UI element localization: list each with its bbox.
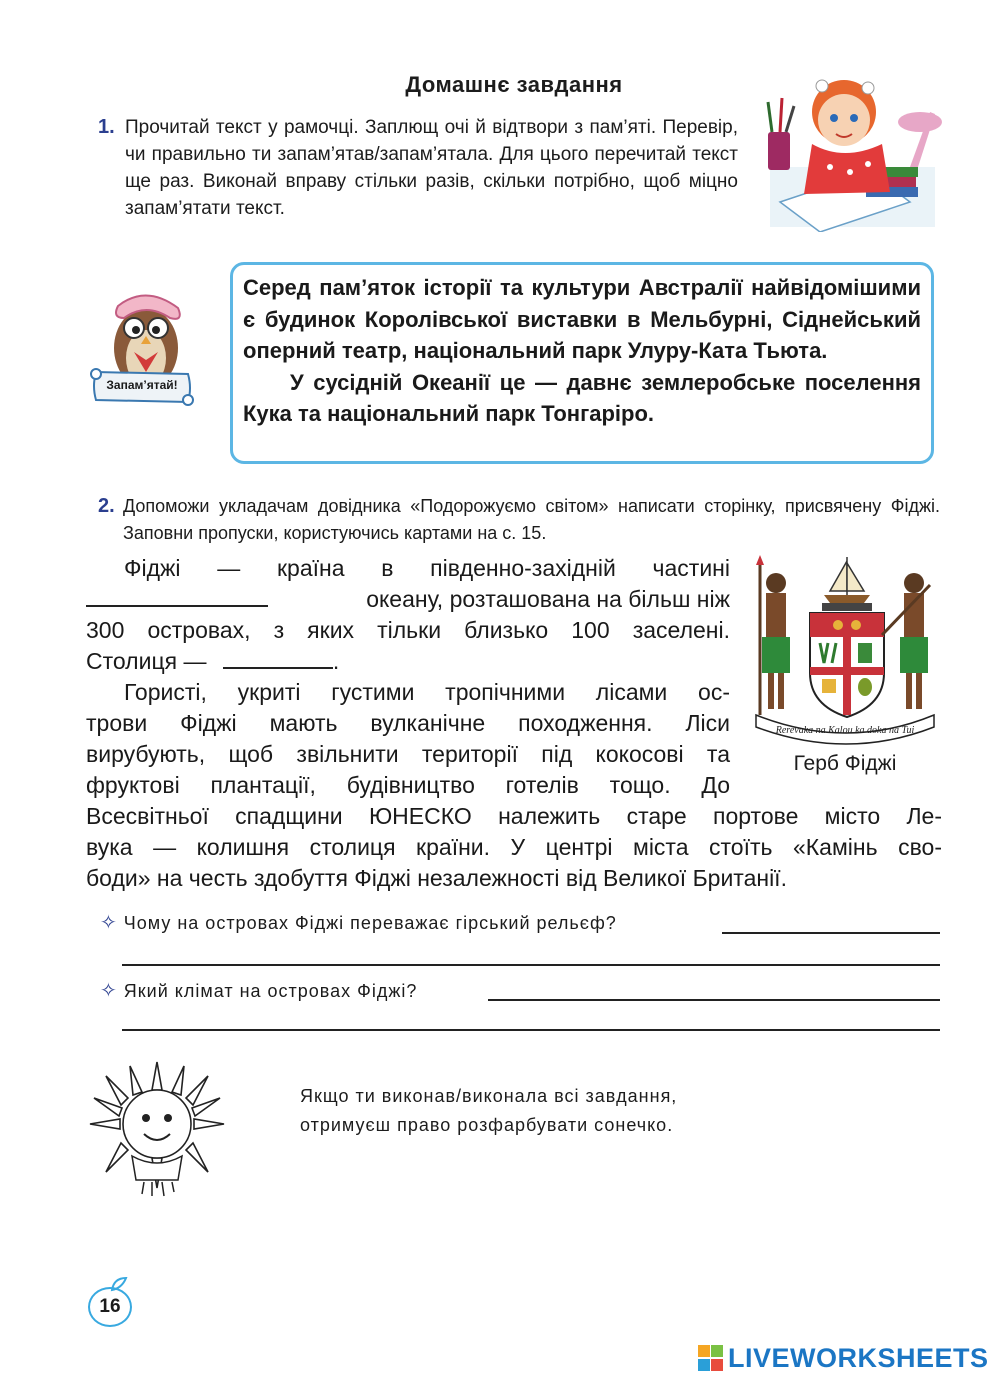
memo-frame — [230, 262, 934, 464]
fiji-line: боди» на честь здобуття Фіджі незалежності від Великої Британії. — [86, 865, 787, 891]
brand-name: LIVEWORKSHEETS — [728, 1343, 989, 1373]
fiji-line: Фіджі — країна в південно-західній частині — [124, 555, 730, 581]
star-bullet-icon: ✧ — [100, 980, 118, 1002]
remember-label: Запам’ятай! — [106, 378, 178, 392]
coat-caption: Герб Фіджі — [793, 752, 897, 775]
girl-drawing-illustration — [760, 72, 945, 232]
ocean-blank-input[interactable] — [86, 585, 268, 607]
question-1 — [100, 910, 617, 935]
fiji-line: Гористі, укриті густими тропічними лісами ос- — [124, 679, 730, 705]
answer-line-input[interactable] — [122, 964, 940, 966]
task-1-number: 1. — [98, 116, 115, 138]
star-bullet-icon: ✧ — [100, 912, 118, 934]
page-number: 16 — [88, 1287, 132, 1327]
fiji-line: вирубують, щоб звільнити території під кокосові та — [86, 741, 730, 767]
task-2-text: Допоможи укладачам довідника «Подорожуємо світом» написати сторінку, присвячену Фіджі. Заповни пропуски, користуючись картами на с. 15. — [123, 496, 940, 543]
question-2 — [100, 978, 417, 1003]
fiji-line: Всесвітньої спадщини ЮНЕСКО належить старе портове місто Ле- — [86, 803, 942, 829]
brand-blocks-icon — [698, 1345, 724, 1373]
fiji-coat-of-arms-image — [752, 555, 938, 745]
memo-paragraph-1: Серед пам’яток історії та культури Австралії найвідомішими є будинок Королівської виставки в Мельбурні, Сіднейський оперний театр, національний парк Улуру-Ката Тьюта. — [243, 275, 921, 363]
fiji-line: 300 островах, з яких тільки близько 100 заселені. — [86, 617, 730, 643]
task-2-number: 2. — [98, 495, 115, 517]
sun-note-line: Якщо ти виконав/виконала всі завдання, — [300, 1086, 678, 1106]
task-1 — [98, 114, 738, 222]
fiji-line: трови Фіджі мають вулканічне походження. Ліси — [86, 710, 730, 736]
capital-period: . — [332, 648, 340, 674]
sun-note — [300, 1082, 820, 1140]
fiji-line: вука — колишня столиця країни. У центрі міста стоїть «Камінь сво- — [86, 834, 942, 860]
coat-motto: Rerevaka na Kalou ka doka na Tui — [775, 725, 915, 736]
memo-paragraph-2: У сусідній Океанії це — давнє землеробське поселення Кука та національний парк Тонгаріро. — [243, 369, 921, 426]
sun-coloring-icon[interactable] — [86, 1060, 228, 1200]
brand-logo — [698, 1341, 998, 1375]
capital-label: Столиця — — [86, 648, 207, 674]
sun-note-line: отримуєш право розфарбувати сонечко. — [300, 1115, 674, 1135]
task-2 — [98, 493, 940, 547]
question-text: Чому на островах Фіджі переважає гірський рельєф? — [123, 913, 617, 933]
answer-line-input[interactable] — [122, 1029, 940, 1031]
question-text: Який клімат на островах Фіджі? — [123, 981, 418, 1001]
fiji-line-text: океану, розташована на більш ніж — [366, 586, 730, 612]
page-title: Домашнє завдання — [405, 72, 623, 97]
fiji-line — [86, 584, 730, 615]
answer-line-input[interactable] — [722, 932, 940, 934]
fiji-line: фруктові плантації, будівництво готелів тощо. До — [86, 772, 730, 798]
answer-line-input[interactable] — [488, 999, 940, 1001]
fiji-line — [86, 646, 730, 677]
task-1-text: Прочитай текст у рамочці. Заплющ очі й відтвори з пам’яті. Перевір, чи правильно ти запам’ятав/запам’ятала. Для цього перечитай текст ще раз. Виконай вправу стільки разів, скільки потрібно, щоб міцно запам’ятати текст. — [125, 117, 738, 219]
capital-blank-input[interactable] — [223, 647, 333, 669]
